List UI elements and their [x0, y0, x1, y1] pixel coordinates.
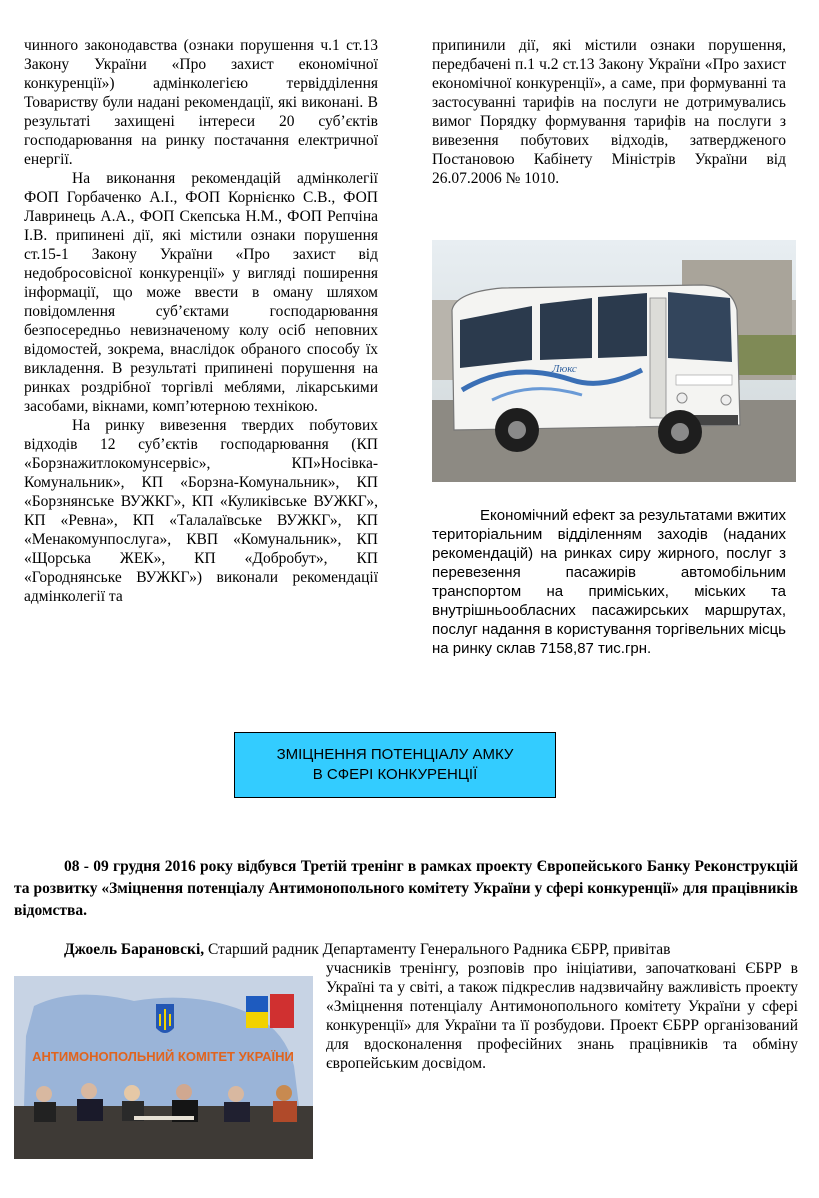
- bus-window-2: [540, 298, 592, 360]
- flag-red: [270, 994, 294, 1028]
- training-intro-text: 08 - 09 грудня 2016 року відбувся Третій тренінг в рамках проекту Європейського Банку Реконструкцій та розвитку «Зміцнення потенціалу Антимонопольного комітету України у сфері конкуренції» для працівників відомства.: [14, 858, 798, 919]
- left-column: [24, 36, 378, 606]
- bus-windshield: [668, 292, 732, 362]
- conference-banner-text: АНТИМОНОПОЛЬНИЙ КОМІТЕТ УКРАЇНИ: [32, 1049, 294, 1064]
- bus-door: [650, 298, 666, 418]
- conference-papers: [134, 1116, 194, 1120]
- section-banner-line-1: ЗМІЦНЕННЯ ПОТЕНЦІАЛУ АМКУ: [276, 746, 514, 763]
- bus-photo: [432, 240, 796, 482]
- training-intro: [14, 856, 798, 922]
- bus-grille: [676, 375, 732, 385]
- bus-livery-text: Люкс: [552, 363, 577, 375]
- speaker-line-1: Старший радник Департаменту Генерального Радника ЄБРР, привітав: [208, 941, 671, 958]
- bus-headlight-left: [677, 393, 687, 403]
- right-column: [432, 36, 786, 188]
- speaker-name: Джоель Барановскі,: [64, 941, 205, 958]
- left-paragraph-3: На ринку вивезення твердих побутових відходів 12 суб’єктів господарювання (КП «Борзнажитлокомунсервіс», КП»Носівка-Комунальник», КП «Борзна-Комунальник», КП «Борзнянське ВУЖКГ», КП «Куликівське ВУЖКГ», КП «Ревна», КП «Талалаївське ВУЖКГ», КП «Менакомунпослуга», КВП «Комунальник», КП «Щорська ЖЕК», КП «Добробут», КП «Городнянське ВУЖКГ») виконали рекомендації адмінколегії та: [24, 417, 378, 605]
- section-banner: [234, 732, 556, 798]
- left-paragraph-1: чинного законодавства (ознаки порушення ч.1 ст.13 Закону України «Про захист економічної конкуренції») адмінколегією тервідділення Товариству були надані рекомендації, які виконані. В результаті захищені інтереси 20 суб’єктів господарювання на ринку постачання електричної енергії.: [24, 37, 378, 168]
- left-paragraph-2: На виконання рекомендацій адмінколегії ФОП Горбаченко А.І., ФОП Корнієнко С.В., ФОП Лавринець А.А., ФОП Скепська Н.М., ФОП Репчіна І.В. припинені дії, які містили ознаки порушення ст.15-1 Закону України «Про захист від недобросовісної конкуренції» у вигляді поширення інформації, що може ввести в оману шляхом повідомлення суб’єктами господарювання безпосередньо невизначеному колу осіб неповних відомостей, зокрема, внаслідок обраного способу їх викладення. В результаті припинені порушення на ринках роздрібної торгівлі меблями, лікарськими засобами, вікнами, комп’ютерною технікою.: [24, 170, 378, 415]
- section-banner-line-2: В СФЕРІ КОНКУРЕНЦІЇ: [312, 766, 478, 783]
- right-paragraph-1: припинили дії, які містили ознаки порушення, передбачені п.1 ч.2 ст.13 Закону України «Про захист економічної конкуренції», а саме, при формуванні та застосуванні тарифів на послуги не дотримувались вимог Порядку формування тарифів на послуги з вивезення побутових відходів, затвердженого Постановою Кабінету Міністрів України від 26.07.2006 № 1010.: [432, 37, 786, 187]
- economic-effect-block: [432, 506, 786, 658]
- conference-photo: [14, 976, 313, 1159]
- speaker-text: учасників тренінгу, розповів про ініціативи, започатковані ЄБРР в Україні та у світі, а також підкреслив надзвичайну важливість проекту «Зміцнення потенціалу Антимонопольного комітету України у сфері конкуренції» для України та її розбудови. Проект ЄБРР організований для вдосконалення професійних знань працівників та обміну європейським досвідом.: [326, 960, 798, 1072]
- conference-table: [14, 1106, 313, 1159]
- bus-window-3: [598, 293, 647, 358]
- bus-headlight-right: [721, 395, 731, 405]
- economic-effect-text: Економічний ефект за результатами вжитих територіальним відділенням заходів (наданих рекомендацій) на ринках сиру жирного, послуг з перевезення пасажирів автомобільним транспортом на приміських, міських та внутрішньообласних пасажирських маршрутах, послуг надання в користування торгівельних місць на ринку склав 7158,87 тис.грн.: [432, 507, 786, 657]
- coat-of-arms-icon: [156, 1004, 174, 1033]
